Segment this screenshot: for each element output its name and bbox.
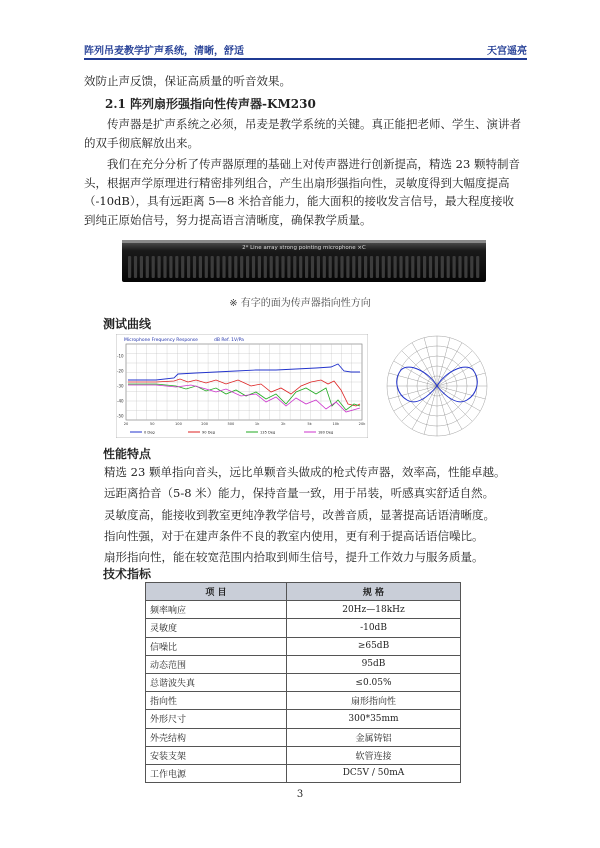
grille-slot (246, 256, 249, 278)
grille-slot (470, 256, 473, 278)
polar-spoke (437, 386, 480, 411)
intro-line: 效防止声反馈，保证高质量的听音效果。 (84, 74, 291, 88)
page-header (84, 40, 527, 60)
y-tick-label: -10 (117, 353, 124, 359)
grille-slot (287, 256, 290, 278)
x-tick-label: 5k (307, 422, 312, 426)
table-row (146, 655, 461, 673)
spec-key: 灵敏度 (146, 619, 287, 637)
y-tick-label: -20 (117, 368, 124, 374)
grille-slot (158, 256, 161, 278)
grille-slot (464, 256, 467, 278)
grille-slot (199, 256, 202, 278)
image-caption: ※ 有字的面为传声器指向性方向 (229, 298, 371, 309)
table-row (146, 673, 461, 691)
grille-slot (140, 256, 143, 278)
grille-slot (152, 256, 155, 278)
grille-slot (441, 256, 444, 278)
spec-value: 软管连接 (287, 746, 461, 764)
grille-slot (317, 256, 320, 278)
polar-spoke (437, 338, 450, 386)
spec-header-row (146, 583, 461, 601)
grille-slot (146, 256, 149, 278)
grille-slot (299, 256, 302, 278)
spec-value: ≥65dB (287, 637, 461, 655)
grille-slot (453, 256, 456, 278)
polar-pattern-plot (385, 334, 489, 438)
page-number: 3 (296, 789, 304, 800)
polar-spoke (437, 361, 480, 386)
grille-slot (163, 256, 166, 278)
spec-key: 外形尺寸 (146, 710, 287, 728)
table-row (146, 692, 461, 710)
grille-slot (370, 256, 373, 278)
spec-key: 安装支架 (146, 746, 287, 764)
grille-slot (169, 256, 172, 278)
table-row (146, 764, 461, 782)
grille-slot (323, 256, 326, 278)
spec-value: 金属铸铝 (287, 728, 461, 746)
grille-slot (358, 256, 361, 278)
section-title: 2.1 阵列扇形强指向性传声器-KM230 (105, 97, 316, 111)
grille-slot (293, 256, 296, 278)
y-tick-label: -40 (117, 398, 124, 404)
y-tick-label: -50 (117, 413, 124, 419)
x-tick-label: 200 (201, 422, 209, 426)
paragraph-2: 我们在充分分析了传声器原理的基础上对传声器进行创新提高，精选 23 颗特制音头，根据声学原理进行精密排列组合，产生出扇形强指向性，灵敏度得到大幅度提高（-10dB），具有远距离 5—8 米拾音能力，能大面积的接收发言信号，最大程度接收到纯正原始信号，努力提高语言清晰度，确保教学质量。 (84, 157, 520, 227)
polar-spoke (394, 361, 437, 386)
table-row (146, 601, 461, 619)
grille-slot (181, 256, 184, 278)
grille-slot (429, 256, 432, 278)
legend-label: 135 Deg (260, 430, 276, 435)
polar-spoke (389, 386, 437, 399)
polar-spoke (424, 338, 437, 386)
spec-value: 300*35mm (287, 710, 461, 728)
spec-key: 信噪比 (146, 637, 287, 655)
grille-slot (405, 256, 408, 278)
grille-slot (423, 256, 426, 278)
spec-key: 频率响应 (146, 601, 287, 619)
x-tick-label: 1k (254, 422, 260, 426)
grille-slot (388, 256, 391, 278)
features-list (104, 462, 534, 568)
header-title: 阵列吊麦教学扩声系统，清晰，舒适 (84, 46, 244, 57)
grille-slot (447, 256, 450, 278)
grille-slot (335, 256, 338, 278)
spec-header-value: 规 格 (287, 583, 461, 601)
feature-item: 扇形指向性，能在较宽范围内拾取到师生信号，提升工作效力与服务质量。 (104, 550, 484, 565)
spec-heading: 技术指标 (103, 567, 152, 581)
grille-slot (346, 256, 349, 278)
spec-value: ≤0.05% (287, 673, 461, 691)
x-tick-label: 20 (123, 422, 129, 426)
polar-spoke (412, 343, 437, 386)
frequency-response-graph (116, 334, 368, 438)
grille-slot (352, 256, 355, 278)
legend-label: 90 Deg (202, 430, 215, 435)
grille-slot (193, 256, 196, 278)
spec-key: 外壳结构 (146, 728, 287, 746)
spec-key: 指向性 (146, 692, 287, 710)
grille-slot (222, 256, 225, 278)
polar-spoke (412, 386, 437, 429)
spec-key: 工作电源 (146, 764, 287, 782)
spec-value: 扇形指向性 (287, 692, 461, 710)
grille-slot (305, 256, 308, 278)
grille-slot (382, 256, 385, 278)
polar-spoke (389, 373, 437, 386)
y-tick-label: -30 (117, 383, 124, 389)
spec-header-item: 项 目 (146, 583, 287, 601)
grille-slot (240, 256, 243, 278)
polar-spoke (437, 386, 485, 399)
grille-slot (376, 256, 379, 278)
polar-spoke (394, 386, 437, 411)
grille-slot (228, 256, 231, 278)
x-tick-label: 10k (332, 422, 340, 426)
grille-slot (417, 256, 420, 278)
grille-slot (399, 256, 402, 278)
polar-spoke (437, 343, 462, 386)
spec-value: 20Hz—18kHz (287, 601, 461, 619)
grille-slot (411, 256, 414, 278)
polar-spoke (437, 373, 485, 386)
grille-slot (394, 256, 397, 278)
grille-slot (187, 256, 190, 278)
grille-slot (364, 256, 367, 278)
features-heading: 性能特点 (103, 447, 152, 461)
polar-spoke (437, 351, 472, 386)
polar-spoke (437, 386, 462, 429)
x-tick-label: 100 (175, 422, 182, 426)
graph-reference: dB Ref. 1V/Pa (214, 338, 244, 343)
graph-title: Microphone Frequency Response (124, 338, 198, 343)
grille-slot (217, 256, 220, 278)
grille-slot (264, 256, 267, 278)
spec-key: 动态范围 (146, 655, 287, 673)
table-row (146, 728, 461, 746)
grille-slot (258, 256, 261, 278)
grille-slot (270, 256, 273, 278)
grille-slot (458, 256, 461, 278)
spec-value: -10dB (287, 619, 461, 637)
grille-slot (134, 256, 137, 278)
spec-table (145, 582, 461, 783)
x-tick-label: 2k (281, 422, 286, 426)
grille-slot (252, 256, 255, 278)
feature-item: 远距离拾音（5-8 米）能力，保持音量一致，用于吊装，听感真实舒适自然。 (104, 486, 495, 501)
x-tick-label: 500 (227, 422, 235, 426)
spec-value: 95dB (287, 655, 461, 673)
table-row (146, 619, 461, 637)
table-row (146, 746, 461, 764)
header-brand: 天宫遥亮 (487, 46, 527, 57)
polar-spoke (402, 351, 437, 386)
table-row (146, 637, 461, 655)
grille-slot (476, 256, 479, 278)
grille-slot (128, 256, 131, 278)
spec-key: 总谐波失真 (146, 673, 287, 691)
grille-slot (205, 256, 208, 278)
grille-slot (340, 256, 343, 278)
spec-value: DC5V / 50mA (287, 764, 461, 782)
microphone-label: 2* Line array strong pointing microphone ×C (242, 245, 366, 251)
grille-slot (435, 256, 438, 278)
legend-label: 180 Deg (318, 430, 334, 435)
grille-slot (276, 256, 279, 278)
legend-label: 0 Deg (144, 430, 155, 435)
x-tick-label: 20k (358, 422, 366, 426)
grille-slot (311, 256, 314, 278)
grille-slot (211, 256, 214, 278)
grille-slot (281, 256, 284, 278)
feature-item: 灵敏度高，能接收到教室更纯净教学信号，改善音质，显著提高话语清晰度。 (104, 507, 495, 522)
grille-slot (329, 256, 332, 278)
x-tick-label: 50 (149, 422, 155, 426)
test-curve-heading: 测试曲线 (103, 317, 152, 331)
grille-slot (175, 256, 178, 278)
microphone-image (122, 240, 486, 282)
feature-item: 指向性强，对于在建声条件不良的教室内使用，更有利于提高话语信噪比。 (104, 528, 484, 543)
paragraph-1: 传声器是扩声系统之必须，吊麦是教学系统的关键。真正能把老师、学生、演讲者的双手彻底解放出来。 (84, 117, 521, 150)
table-row (146, 710, 461, 728)
feature-item: 精选 23 颗单指向音头，远比单颗音头做成的枪式传声器，效率高，性能卓越。 (104, 465, 506, 479)
grille-slot (234, 256, 237, 278)
